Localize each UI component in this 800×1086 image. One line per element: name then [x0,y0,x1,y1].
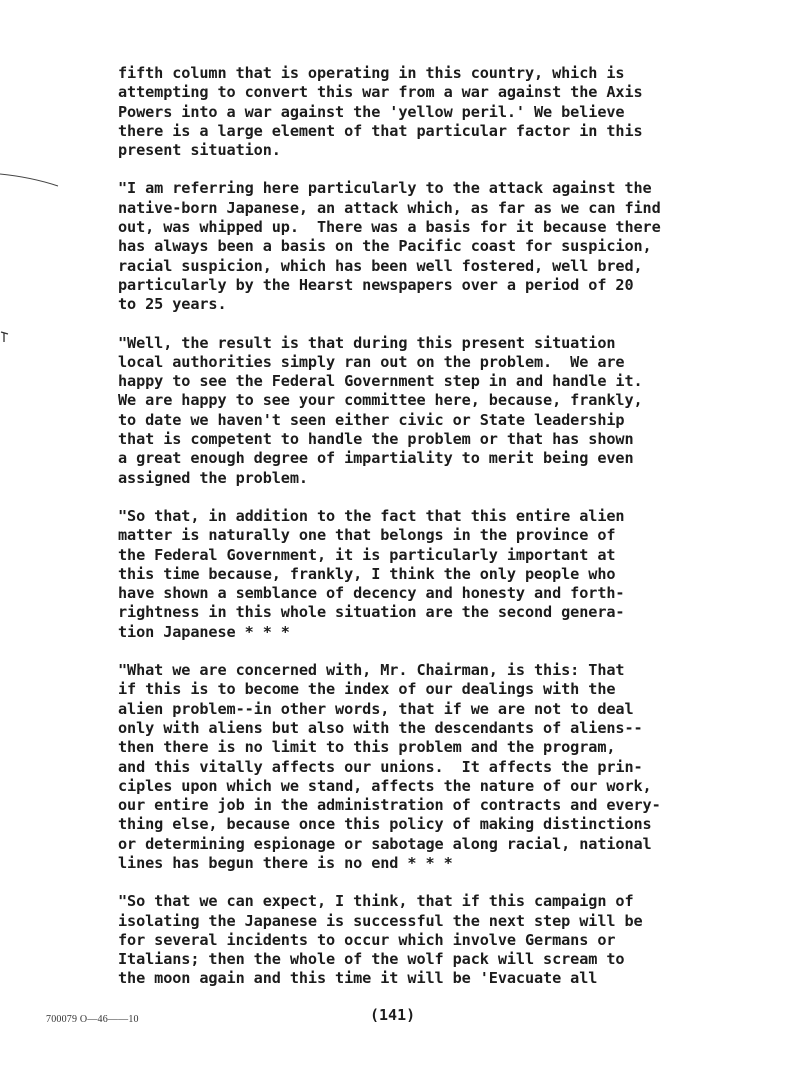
text-line: "So that, in addition to the fact that this entire alien [118,506,625,525]
text-line: out, was whipped up. There was a basis for it because there [118,218,661,237]
text-line: ciples upon which we stand, affects the nature of our work, [118,776,652,795]
text-line: only with aliens but also with the descendants of aliens-- [118,718,643,737]
text-line: particularly by the Hearst newspapers over a period of 20 [118,275,634,294]
paragraph [118,64,798,160]
paragraph [118,892,798,988]
text-line: then there is no limit to this problem and the program, [118,738,616,757]
text-line: the Federal Government, it is particularly important at [118,545,616,564]
text-line: this time because, frankly, I think the only people who [118,564,616,583]
text-line: have shown a semblance of decency and honesty and forth- [118,584,625,603]
paragraph [118,179,798,314]
text-line: isolating the Japanese is successful the next step will be [118,911,643,930]
body-text [118,64,798,1008]
text-line: to date we haven't seen either civic or State leadership [118,410,625,429]
text-line: local authorities simply ran out on the problem. We are [118,352,625,371]
text-line: there is a large element of that particular factor in this [118,121,643,140]
text-line: tion Japanese * * * [118,622,290,641]
text-line: We are happy to see your committee here, because, frankly, [118,391,643,410]
text-line: racial suspicion, which has been well fostered, well bred, [118,256,643,275]
text-line: alien problem--in other words, that if we are not to deal [118,699,634,718]
text-line: or determining espionage or sabotage along racial, national [118,834,652,853]
text-line: the moon again and this time it will be 'Evacuate all [118,969,598,988]
text-line: Powers into a war against the 'yellow peril.' We believe [118,102,625,121]
text-line: to 25 years. [118,295,227,314]
text-line: "I am referring here particularly to the attack against the [118,179,652,198]
text-line: "Well, the result is that during this present situation [118,333,616,352]
text-line: that is competent to handle the problem or that has shown [118,430,634,449]
text-line: our entire job in the administration of contracts and every- [118,796,661,815]
text-line: native-born Japanese, an attack which, as far as we can find [118,198,661,217]
text-line: lines has begun there is no end * * * [118,853,453,872]
text-line: rightness in this whole situation are the second genera- [118,603,625,622]
text-line: if this is to become the index of our dealings with the [118,680,616,699]
text-line: attempting to convert this war from a war against the Axis [118,83,643,102]
paragraph [118,507,798,642]
text-line: present situation. [118,141,281,160]
page-number: (141) [370,1006,416,1024]
text-line: has always been a basis on the Pacific coast for suspicion, [118,237,652,256]
text-line: for several incidents to occur which involve Germans or [118,930,616,949]
text-line: thing else, because once this policy of making distinctions [118,815,652,834]
text-line: and this vitally affects our unions. It affects the prin- [118,757,643,776]
scan-margin-mark [0,170,60,188]
print-job-code: 700079 O—46——10 [46,1014,139,1025]
paragraph [118,334,798,488]
text-line: "So that we can expect, I think, that if this campaign of [118,892,634,911]
paragraph [118,661,798,873]
text-line: assigned the problem. [118,468,308,487]
text-line: Italians; then the whole of the wolf pack will scream to [118,950,625,969]
text-line: "What we are concerned with, Mr. Chairman, is this: That [118,661,625,680]
scan-margin-mark [0,330,12,344]
text-line: matter is naturally one that belongs in the province of [118,526,616,545]
text-line: a great enough degree of impartiality to merit being even [118,449,634,468]
text-line: happy to see the Federal Government step in and handle it. [118,372,643,391]
text-line: fifth column that is operating in this country, which is [118,64,625,82]
